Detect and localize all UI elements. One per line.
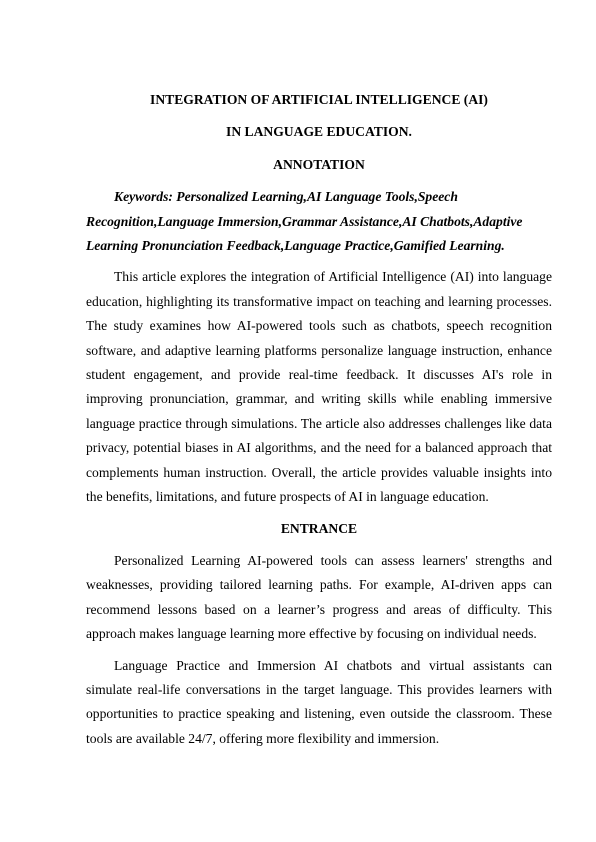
entrance-heading: ENTRANCE bbox=[280, 520, 358, 536]
document-page bbox=[86, 88, 552, 758]
keywords: Keywords: Personalized Learning,AI Language Tools,Speech Recognition,Language Immersion,Grammar Assistance,AI Chatbots,Adaptive Learning Pronunciation Feedback,Language Practice,Gamified Learning. bbox=[86, 189, 523, 254]
body-paragraph-1: Personalized Learning AI-powered tools can assess learners' strengths and weaknesses, providing tailored learning paths. For example, AI-driven apps can recommend lessons based on a learner’s progress and areas of difficulty. This approach makes language learning more effective by focusing on individual needs. bbox=[86, 552, 552, 642]
title-line-2: IN LANGUAGE EDUCATION. bbox=[226, 124, 412, 140]
annotation-heading: ANNOTATION bbox=[273, 156, 365, 172]
abstract-paragraph: This article explores the integration of Artificial Intelligence (AI) into language education, highlighting its transformative impact on teaching and learning processes. The study examines how AI-powered tools such as chatbots, speech recognition software, and adaptive learning platforms personalize language instruction, enhance student engagement, and provide real-time feedback. It discusses AI's role in improving pronunciation, grammar, and writing skills while enabling immersive language practice through simulations. The article also addresses challenges like data privacy, potential biases in AI algorithms, and the need for a balanced approach that complements human instruction. Overall, the article provides valuable insights into the benefits, limitations, and future prospects of AI in language education. bbox=[86, 269, 552, 505]
body-paragraph-2: Language Practice and Immersion AI chatbots and virtual assistants can simulate real-life conversations in the target language. This provides learners with opportunities to practice speaking and listening, even outside the classroom. These tools are available 24/7, offering more flexibility and immersion. bbox=[86, 657, 552, 746]
title-line-1: INTEGRATION OF ARTIFICIAL INTELLIGENCE (AI) bbox=[150, 92, 488, 107]
